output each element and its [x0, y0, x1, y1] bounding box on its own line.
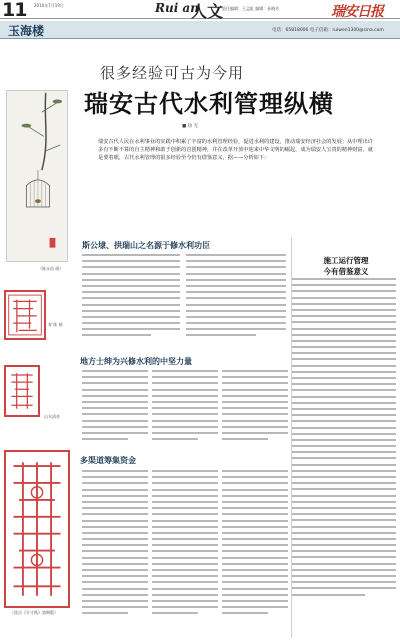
- article-intro: 瑞安古代人民在水利事业的实践中积累了丰富的水利管理经验，促进水利的建设，推动瑞安经济社会的发展；从中理出许多有不断不算的自主精神和敢于创新的首创精神，并在改革开放中迎来中华文明的崛起，成为瑞安人宝贵的精神财富。就是要着眼，古代水利管理的很多经验至今仍有借鉴意义，据——分析如下：: [98, 139, 373, 161]
- seal-stamp-1: [4, 290, 46, 340]
- seal-1-art: [6, 292, 44, 338]
- section-1-col-2: [186, 254, 286, 341]
- left-illustration-column: [0, 40, 74, 641]
- article-byline: ■ 徐 光: [182, 124, 199, 129]
- contact-info: 电话：65818006 电子信箱：ruiwen1300@sina.com: [272, 28, 384, 33]
- section-4-heading-line-1: 施工运行管理: [323, 256, 369, 265]
- section-4-heading: [300, 255, 392, 277]
- seal-caption-1: 寿 陈 刻: [48, 322, 63, 327]
- seal-caption-2: 山水清音: [44, 414, 60, 419]
- newspaper-logo: 瑞安日报: [331, 4, 383, 20]
- birdcage-painting-art: [7, 91, 67, 261]
- section-3-col-1: [82, 470, 148, 619]
- section-2-col-2: [152, 370, 218, 444]
- text-lines: [82, 254, 180, 336]
- text-lines: [222, 370, 288, 440]
- section-2-col-3: [222, 370, 288, 444]
- text-lines: [292, 278, 396, 596]
- text-lines: [152, 370, 218, 440]
- section-1-col-1: [82, 254, 180, 341]
- issue-date: 2010年7月19日: [34, 3, 64, 8]
- seal-stamp-3: [4, 450, 70, 608]
- column-bar: [0, 21, 400, 39]
- seal-stamp-2: [4, 365, 40, 417]
- section-3-col-3: [222, 470, 288, 619]
- text-lines: [82, 370, 148, 440]
- editors-credit: 责任编辑：王孟虹 编辑：孙晓芳: [222, 6, 280, 11]
- text-lines: [152, 470, 218, 614]
- text-lines: [82, 470, 148, 614]
- page-header: [0, 0, 400, 19]
- article-headline: 瑞安古代水利管理纵横: [84, 90, 334, 118]
- section-3-heading: 多渠道筹集资金: [80, 456, 136, 465]
- page-number: 11: [2, 0, 27, 21]
- section-4-heading-line-2: 今有借鉴意义: [323, 267, 369, 276]
- column-name: 玉海楼: [8, 24, 45, 38]
- section-1: [82, 238, 286, 255]
- text-lines: [222, 470, 288, 614]
- section-title: 人文: [191, 2, 224, 21]
- section-2-col-1: [82, 370, 148, 444]
- section-4-body: [292, 278, 396, 600]
- seal-caption-3: （选自《方寸秋》第期版）: [10, 610, 58, 615]
- painting-caption: （陈永昌 画）: [38, 266, 64, 271]
- section-3-col-2: [152, 470, 218, 619]
- edition-name: Rui an: [155, 1, 199, 15]
- article-kicker: 很多经验可古为今用: [100, 64, 245, 82]
- seal-2-art: [6, 367, 38, 415]
- section-1-heading: 斯公埭、拱瑞山之名源于修水利功臣: [82, 241, 210, 250]
- birdcage-painting: [6, 90, 68, 262]
- section-2-heading: 地方士绅为兴修水利的中坚力量: [80, 357, 192, 366]
- text-lines: [186, 254, 286, 336]
- seal-3-art: [6, 452, 68, 606]
